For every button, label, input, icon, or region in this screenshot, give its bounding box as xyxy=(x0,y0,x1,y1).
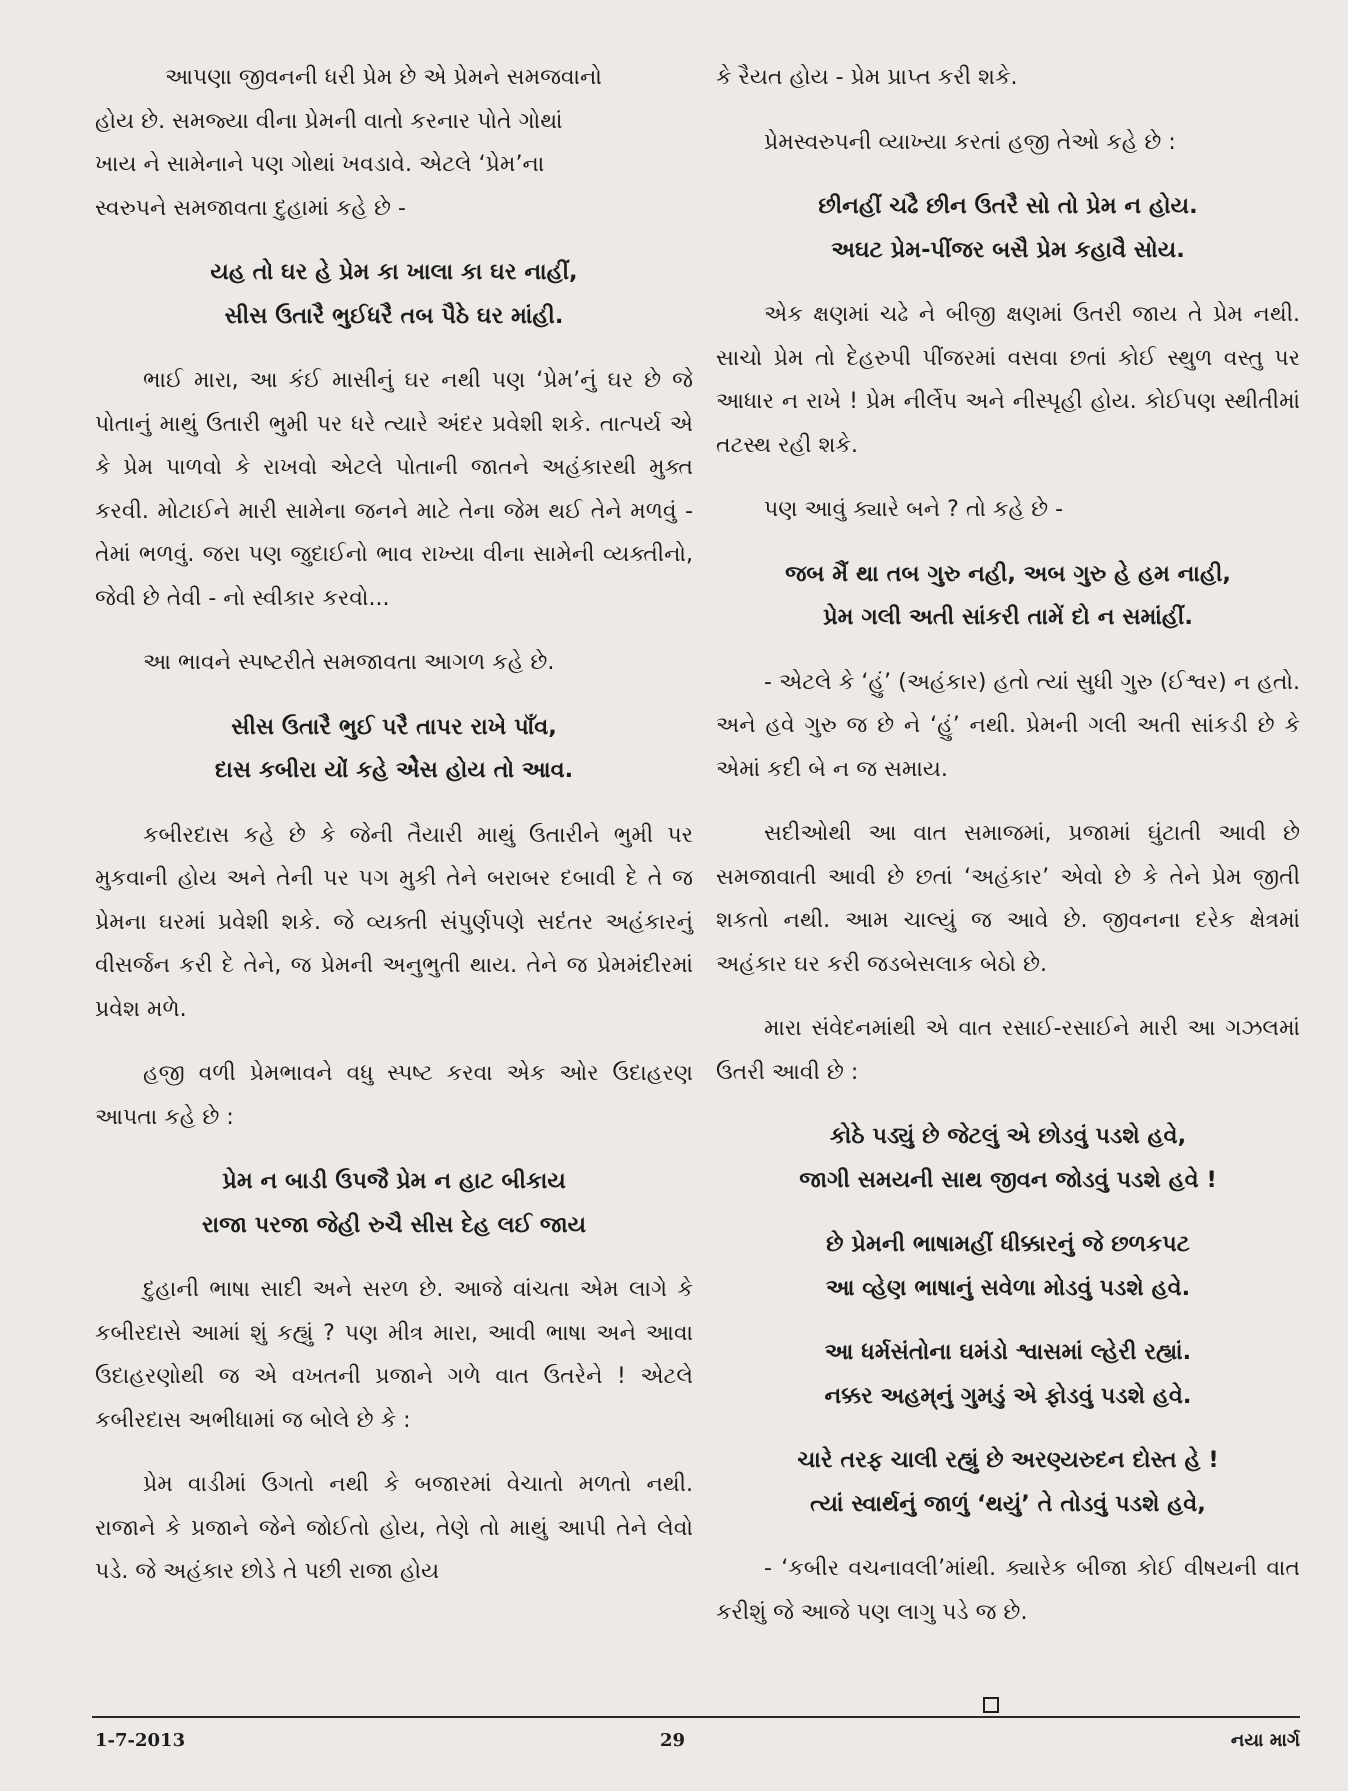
verse-line: રાજા પરજા જેહી રુચૈ સીસ દેહ લઈ જાય xyxy=(201,1211,587,1238)
verse-couplet xyxy=(95,1160,693,1247)
ghazal-couplet xyxy=(716,1439,1300,1526)
footer-date: 1-7-2013 xyxy=(95,1730,186,1751)
ghazal-couplet xyxy=(716,1331,1300,1418)
paragraph: ભાઈ મારા, આ કંઈ માસીનું ઘર નથી પણ ‘પ્રેમ’નું ઘર છે જે પોતાનું માથું ઉતારી ભુમી પર ધરે ત્યારે અંદર પ્રવેશી શકે. તાત્પર્ય એ કે પ્રેમ પાળવો કે રાખવો એટલે પોતાની જાતને અહંકારથી મુક્ત કરવી. મોટાઈને મારી સામેના જનને માટે તેના જેમ થઈ તેને મળવું - તેમાં ભળવું. જરા પણ જુદાઈનો ભાવ રાખ્યા વીના સામેની વ્યક્તીનો, જેવી છે તેવી - નો સ્વીકાર કરવો... xyxy=(95,368,693,611)
text-line: આપણા જીવનની ધરી પ્રેમ છે એ પ્રેમને સમજવાનો xyxy=(165,65,602,90)
verse-line: ચારે તરફ ચાલી રહ્યું છે અરણ્યરુદન દોસ્ત હે ! xyxy=(797,1447,1219,1473)
verse-line: નક્કર અહમ્‌નું ગુમડું એ ફોડવું પડશે હવે. xyxy=(824,1382,1192,1409)
verse-couplet xyxy=(95,706,693,793)
footer-divider xyxy=(92,1716,1300,1718)
text-line: ખાય ને સામેનાને પણ ગોથાં ખવડાવે. એટલે ‘પ્રેમ’ના xyxy=(95,152,545,177)
text-line: સ્વરુપને સમજાવતા દુહામાં કહે છે - xyxy=(95,195,406,221)
paragraph: દુહાની ભાષા સાદી અને સરળ છે. આજે વાંચતા એમ લાગે કે કબીરદાસે આમાં શું કહ્યું ? પણ મીત્ર મારા, આવી ભાષા અને આવા ઉદાહરણોથી જ એ વખતની પ્રજાને ગળે વાત ઉતરેને ! એટલે કબીરદાસ અભીધામાં જ બોલે છે કે : xyxy=(95,1277,693,1433)
right-column xyxy=(716,56,1300,1655)
verse-line: સીસ ઉતારૈ ભુઈધરૈ તબ પૈઠે ઘર માંહી. xyxy=(224,302,564,329)
paragraph: પ્રેમસ્વરુપની વ્યાખ્યા કરતાં હજી તેઓ કહે છે : xyxy=(764,129,1176,155)
paragraph: - ‘કબીર વચનાવલી’માંથી. ક્યારેક બીજા કોઈ વીષયની વાત કરીશું જે આજે પણ લાગુ પડે જ છે. xyxy=(716,1556,1300,1625)
verse-line: આ વ્હેણ ભાષાનું સવેળા મોડવું પડશે હવે. xyxy=(825,1274,1191,1301)
magazine-name: નયા માર્ગ xyxy=(1230,1730,1300,1751)
paragraph: હજી વળી પ્રેમભાવને વધુ સ્પષ્ટ કરવા એક ઓર ઉદાહરણ આપતા કહે છે : xyxy=(95,1061,693,1130)
verse-line: પ્રેમ ગલી અતી સાંકરી તામેં દો ન સમાંહીં. xyxy=(823,604,1193,630)
verse-line: કોઠે પડ્યું છે જેટલું એ છોડવું પડશે હવે, xyxy=(829,1123,1187,1149)
verse-couplet xyxy=(95,251,693,338)
verse-line: અઘટ પ્રેમ-પીંજર બસૈ પ્રેમ કહાવૈ સોય. xyxy=(831,236,1185,263)
verse-couplet xyxy=(716,185,1300,272)
left-column xyxy=(95,56,693,1615)
verse-line: જબ મૈં થા તબ ગુરુ નહી, અબ ગુરુ હે હમ નાહી, xyxy=(785,560,1231,587)
page-number: 29 xyxy=(660,1730,686,1751)
paragraph: પ્રેમ વાડીમાં ઉગતો નથી કે બજારમાં વેચાતો મળતો નથી. રાજાને કે પ્રજાને જેને જોઈતો હોય, તેણે તો માથું આપી તેને લેવો પડે. જે અહંકાર છોડે તે પછી રાજા હોય xyxy=(95,1472,693,1584)
paragraph: સદીઓથી આ વાત સમાજમાં, પ્રજામાં ઘુંટાતી આવી છે સમજાવાતી આવી છે છતાં ‘અહંકાર’ એવો છે કે તેને પ્રેમ જીતી શકતો નથી. આમ ચાલ્યું જ આવે છે. જીવનના દરેક ક્ષેત્રમાં અહંકાર ઘર કરી જડબેસલાક બેઠો છે. xyxy=(716,821,1300,977)
ghazal-couplet xyxy=(716,1115,1300,1202)
paragraph: આ ભાવને સ્પષ્ટરીતે સમજાવતા આગળ કહે છે. xyxy=(143,650,555,675)
verse-line: પ્રેમ ન બાડી ઉપજૈ પ્રેમ ન હાટ બીકાય xyxy=(222,1168,566,1194)
verse-line: છીનહીં ચઢૈ છીન ઉતરૈ સો તો પ્રેમ ન હોય. xyxy=(818,193,1198,219)
verse-line: ત્યાં સ્વાર્થનું જાળું ‘થયું’ તે તોડવું પડશે હવે, xyxy=(810,1490,1206,1517)
end-of-article-square-icon xyxy=(983,1697,999,1713)
paragraph: - એટલે કે ‘હું’ (અહંકાર) હતો ત્યાં સુધી ગુરુ (ઈશ્વર) ન હતો. અને હવે ગુરુ જ છે ને ‘હું’ નથી. પ્રેમની ગલી અતી સાંકડી છે કે એમાં કદી બે ન જ સમાય. xyxy=(716,669,1300,782)
ghazal-couplet xyxy=(716,1223,1300,1310)
paragraph: કે રૈયત હોય - પ્રેમ પ્રાપ્ત કરી શકે. xyxy=(716,65,1018,90)
verse-couplet xyxy=(716,553,1300,640)
paragraph: કબીરદાસ કહે છે કે જેની તૈયારી માથું ઉતારીને ભુમી પર મુકવાની હોય અને તેની પર પગ મુકી તેને બરાબર દબાવી દે તે જ પ્રેમના ઘરમાં પ્રવેશી શકે. જે વ્યક્તી સંપુર્ણપણે સદંતર અહંકારનું વીસર્જન કરી દે તેને, જ પ્રેમની અનુભુતી થાય. તેને જ પ્રેમમંદીરમાં પ્રવેશ મળે. xyxy=(95,822,693,1022)
verse-line: આ ધર્મસંતોના ઘમંડો શ્વાસમાં લ્હેરી રહ્યાં. xyxy=(824,1339,1192,1365)
paragraph: પણ આવું ક્યારે બને ? તો કહે છે - xyxy=(764,497,1064,522)
verse-line: દાસ કબીરા યોં કહે એેસ હોય તો આવ. xyxy=(214,757,574,783)
paragraph: એક ક્ષણમાં ચઢે ને બીજી ક્ષણમાં ઉતરી જાય તે પ્રેમ નથી. સાચો પ્રેમ તો દેહરુપી પીંજરમાં વસવા છતાં કોઈ સ્થુળ વસ્તુ પર આધાર ન રાખે ! પ્રેમ નીર્લેપ અને નીસ્પૃહી હોય. કોઈપણ સ્થીતીમાં તટસ્થ રહી શકે. xyxy=(716,302,1300,458)
text-line: હોય છે. સમજ્યા વીના પ્રેમની વાતો કરનાર પોતે ગોથાં xyxy=(95,108,563,134)
verse-line: જાગી સમયની સાથ જીવન જોડવું પડશે હવે ! xyxy=(799,1166,1217,1193)
paragraph xyxy=(95,56,693,230)
paragraph: મારા સંવેદનમાંથી એ વાત રસાઈ-રસાઈને મારી આ ગઝલમાં ઉતરી આવી છે : xyxy=(716,1016,1300,1085)
verse-line: સીસ ઉતારૈ ભુઈ પરૈ તાપર રાખે પાઁવ, xyxy=(231,713,557,740)
verse-line: છે પ્રેમની ભાષામહીં ધીક્કારનું જે છળકપટ xyxy=(826,1231,1190,1257)
verse-line: યહ તો ઘર હે પ્રેમ કા ખાલા કા ઘર નાહીં, xyxy=(210,259,578,285)
